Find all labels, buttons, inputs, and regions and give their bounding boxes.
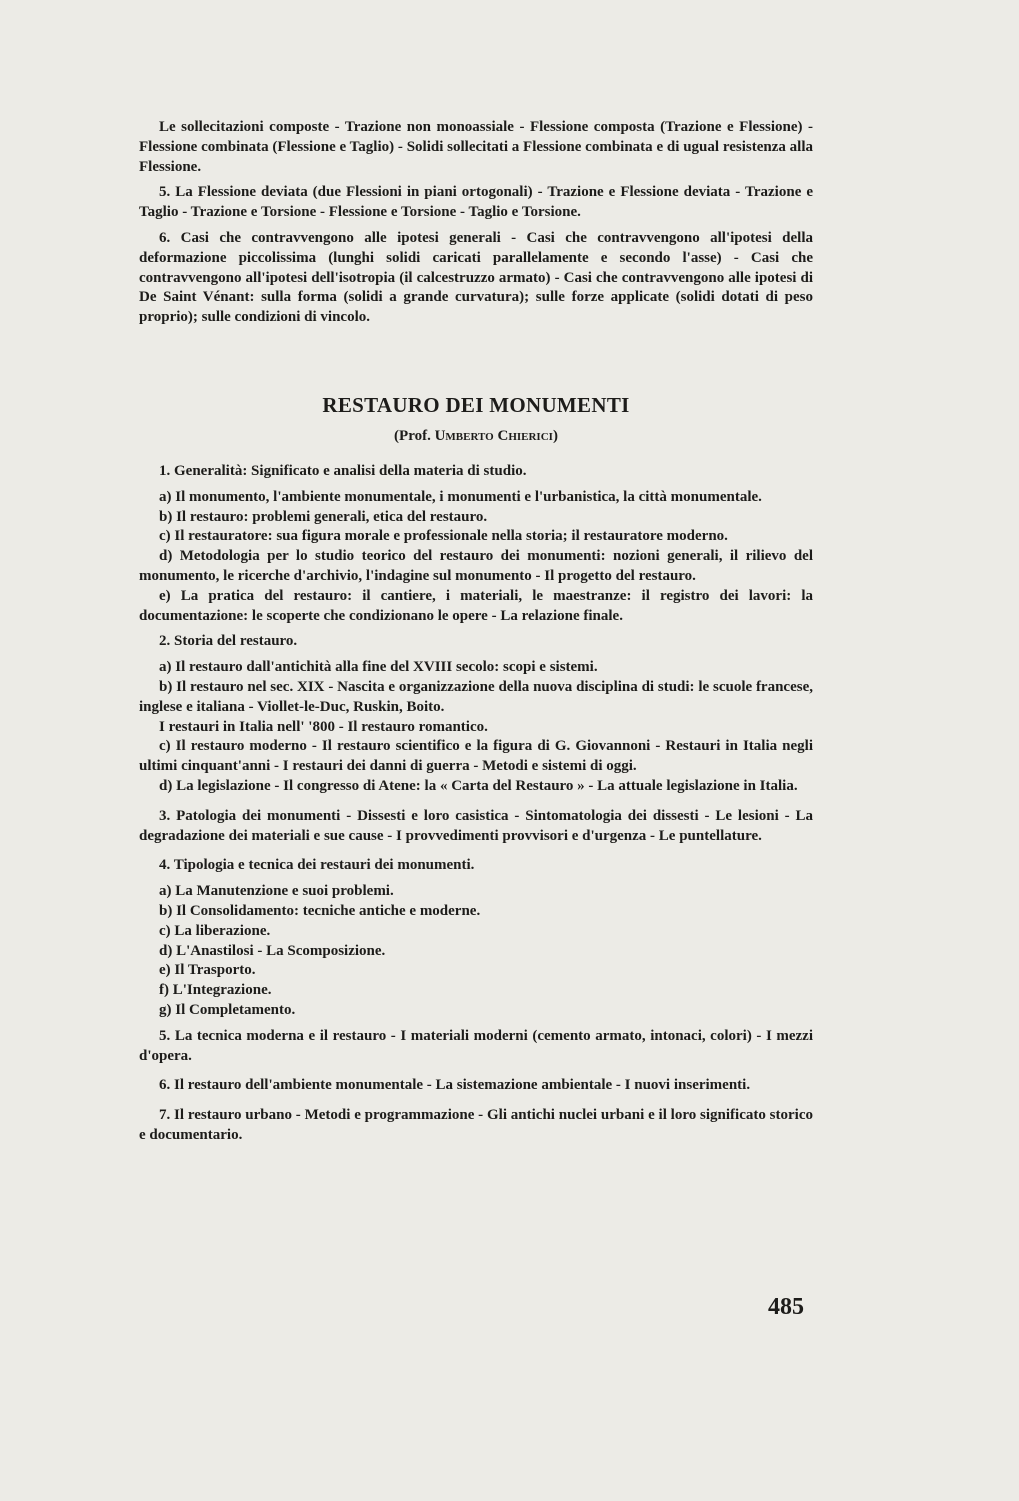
list-item: d) L'Anastilosi - La Scomposizione. — [159, 942, 386, 959]
list-item: 3. Patologia dei monumenti - Dissesti e loro casistica - Sintomatologia dei dissesti - Le lesioni - La degradazione dei materiali e sue cause - I provvedimenti provvisori e d'urgenza - Le puntellature. — [139, 807, 813, 844]
paragraph: 6. Casi che contravvengono alle ipotesi generali - Casi che contravvengono all'ipotesi della deformazione piccolissima (lunghi solidi caricati parallelamente e secondo l'asse) - Casi che contravvengono all'ipotesi dell'isotropia (il calcestruzzo armato) - Casi che contravvengono alle ipotesi di De Saint Vénant: sulla forma (solidi a grande curvatura); sulle forze applicate (solidi dotati di peso proprio); sulle condizioni di vincolo. — [139, 229, 813, 326]
author-name: Umberto Chierici — [434, 428, 553, 444]
list-item: 5. La tecnica moderna e il restauro - I materiali moderni (cemento armato, intonaci, colori) - I mezzi d'opera. — [139, 1027, 813, 1064]
list-item: a) Il restauro dall'antichità alla fine del XVIII secolo: scopi e sistemi. — [159, 659, 598, 676]
paragraph: 5. La Flessione deviata (due Flessioni in piani ortogonali) - Trazione e Flessione deviata - Trazione e Taglio - Trazione e Torsione - Flessione e Torsione - Taglio e Torsione. — [139, 184, 813, 221]
list-item: f) L'Integrazione. — [159, 982, 272, 999]
list-item: d) Metodologia per lo studio teorico del restauro dei monumenti: nozioni generali, il rilievo del monumento, le ricerche d'archivio, l'indagine sul monumento - Il progetto del restauro. — [139, 548, 813, 584]
section-author: (Prof. Umberto Chierici) — [394, 428, 558, 444]
list-item: 2. Storia del restauro. — [159, 633, 298, 650]
list-item: b) Il restauro nel sec. XIX - Nascita e organizzazione della nuova disciplina di studi: le scuole francese, inglese e italiana - Viollet-le-Duc, Ruskin, Boito. — [139, 678, 813, 715]
list-item: c) La liberazione. — [159, 922, 271, 939]
list-item: e) Il Trasporto. — [159, 962, 256, 979]
list-item: 6. Il restauro dell'ambiente monumentale - La sistemazione ambientale - I nuovi inserimenti. — [159, 1077, 751, 1094]
list-item: b) Il Consolidamento: tecniche antiche e moderne. — [159, 902, 481, 919]
list-item: b) Il restauro: problemi generali, etica del restauro. — [159, 508, 488, 525]
top-section — [139, 118, 813, 328]
list-item: g) Il Completamento. — [159, 1001, 296, 1018]
paragraph: Le sollecitazioni composte - Trazione non monoassiale - Flessione composta (Trazione e Flessione) - Flessione combinata (Flessione e Taglio) - Solidi sollecitati a Flessione combinata e di ugual resistenza alla Flessione. — [139, 119, 813, 175]
page-number: 485 — [768, 1294, 804, 1320]
list-item: a) Il monumento, l'ambiente monumentale, i monumenti e l'urbanistica, la città monumentale. — [159, 488, 762, 505]
section-title: RESTAURO DEI MONUMENTI — [322, 393, 630, 417]
list-item: e) La pratica del restauro: il cantiere, i materiali, le maestranze: il registro dei lavori: la documentazione: le scoperte che condizionano le opere - La relazione finale. — [139, 587, 813, 624]
list-item: c) Il restauro moderno - Il restauro scientifico e la figura di G. Giovannoni - Restauri in Italia negli ultimi cinquant'anni - I restauri dei danni di guerra - Metodi e sistemi di oggi. — [139, 738, 813, 775]
syllabus-list — [139, 462, 813, 1146]
list-item: I restauri in Italia nell' '800 - Il restauro romantico. — [159, 718, 488, 735]
list-item: 1. Generalità: Significato e analisi della materia di studio. — [159, 463, 527, 479]
list-item: a) La Manutenzione e suoi problemi. — [159, 883, 394, 900]
list-item: 4. Tipologia e tecnica dei restauri dei monumenti. — [159, 857, 475, 874]
list-item: c) Il restauratore: sua figura morale e professionale nella storia; il restauratore moderno. — [159, 528, 728, 545]
list-item: d) La legislazione - Il congresso di Atene: la « Carta del Restauro » - La attuale legislazione in Italia. — [159, 777, 798, 794]
list-item: 7. Il restauro urbano - Metodi e programmazione - Gli antichi nuclei urbani e il loro significato storico e documentario. — [139, 1107, 813, 1143]
